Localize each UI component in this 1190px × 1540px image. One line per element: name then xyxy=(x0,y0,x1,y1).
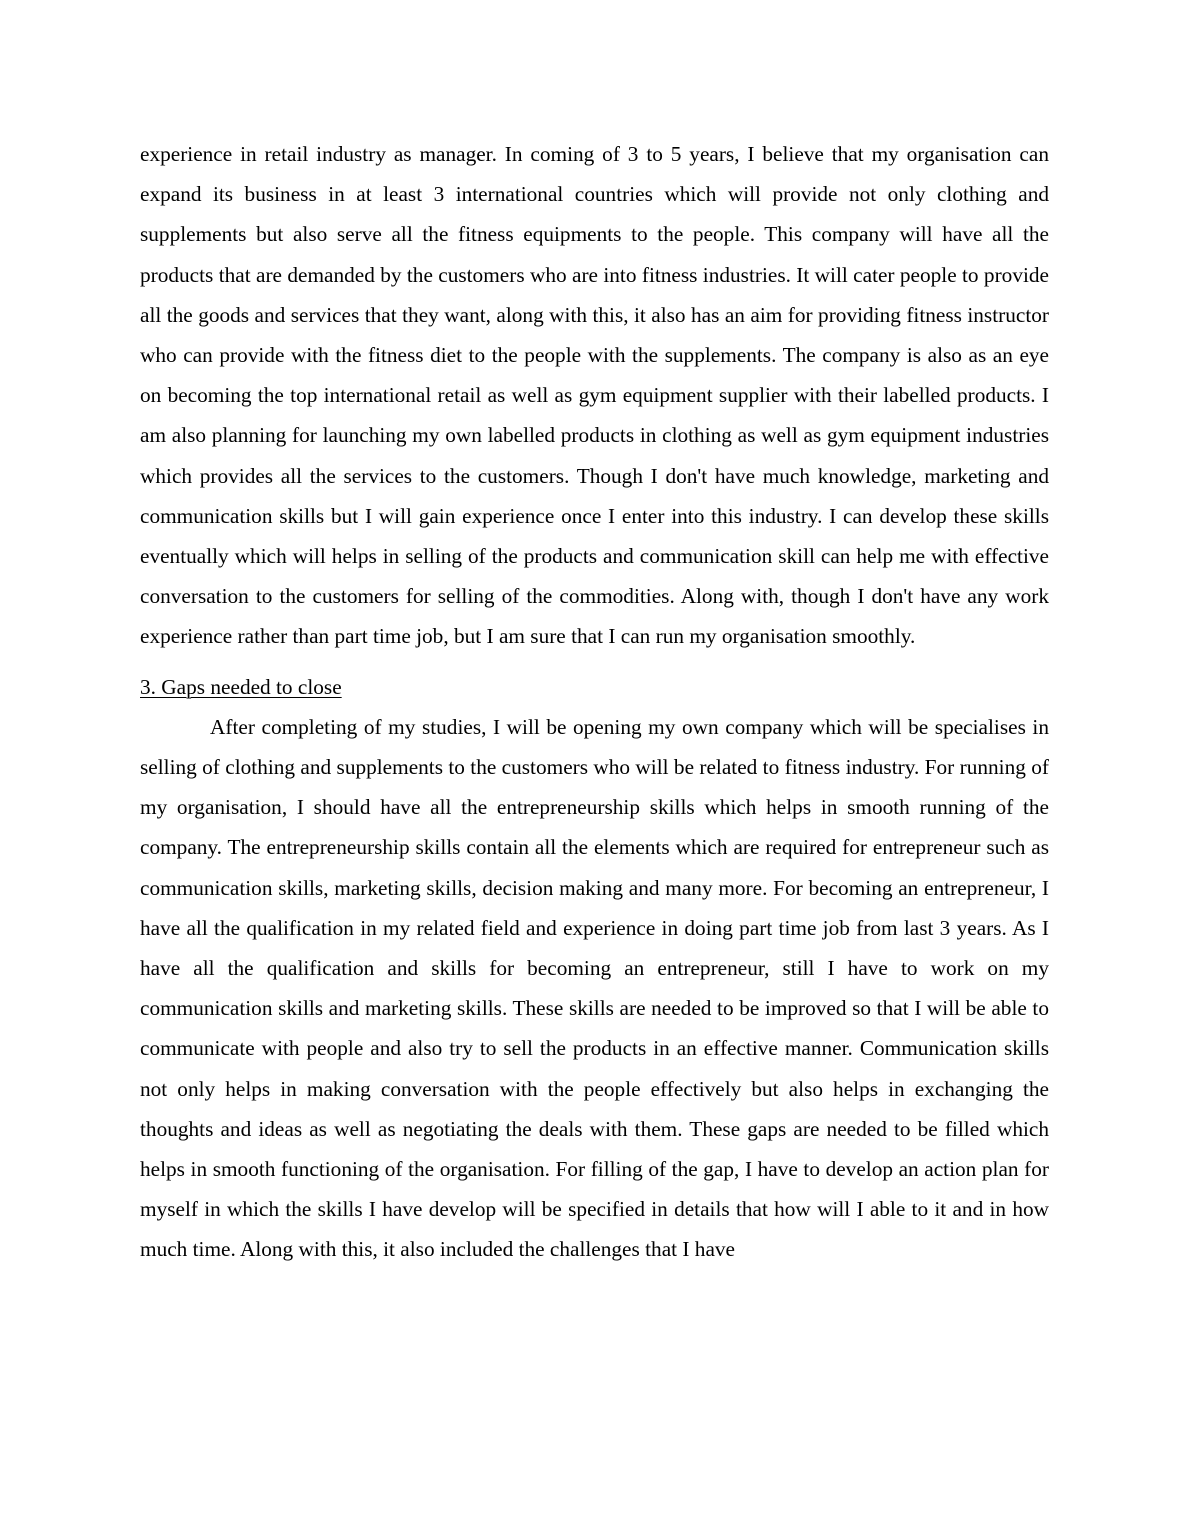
body-paragraph-1: experience in retail industry as manager. In coming of 3 to 5 years, I believe that my organisation can expand its business in at least 3 international countries which will provide not only clothing and supplements but also serve all the fitness equipments to the people. This company will have all the products that are demanded by the customers who are into fitness industries. It will cater people to provide all the goods and services that they want, along with this, it also has an aim for providing fitness instructor who can provide with the fitness diet to the people with the supplements. The company is also as an eye on becoming the top international retail as well as gym equipment supplier with their labelled products. I am also planning for launching my own labelled products in clothing as well as gym equipment industries which provides all the services to the customers. Though I don't have much knowledge, marketing and communication skills but I will gain experience once I enter into this industry. I can develop these skills eventually which will helps in selling of the products and communication skill can help me with effective conversation to the customers for selling of the commodities. Along with, though I don't have any work experience rather than part time job, but I am sure that I can run my organisation smoothly. xyxy=(140,142,1049,649)
section-heading: 3. Gaps needed to close xyxy=(140,674,342,699)
page-body xyxy=(140,134,1049,1270)
body-paragraph-2: After completing of my studies, I will be opening my own company which will be specialises in selling of clothing and supplements to the customers who will be related to fitness industry. For running of my organisation, I should have all the entrepreneurship skills which helps in smooth running of the company. The entrepreneurship skills contain all the elements which are required for entrepreneur such as communication skills, marketing skills, decision making and many more. For becoming an entrepreneur, I have all the qualification in my related field and experience in doing part time job from last 3 years. As I have all the qualification and skills for becoming an entrepreneur, still I have to work on my communication skills and marketing skills. These skills are needed to be improved so that I will be able to communicate with people and also try to sell the products in an effective manner. Communication skills not only helps in making conversation with the people effectively but also helps in exchanging the thoughts and ideas as well as negotiating the deals with them. These gaps are needed to be filled which helps in smooth functioning of the organisation. For filling of the gap, I have to develop an action plan for myself in which the skills I have develop will be specified in details that how will I able to it and in how much time. Along with this, it also included the challenges that I have xyxy=(140,714,1049,1262)
